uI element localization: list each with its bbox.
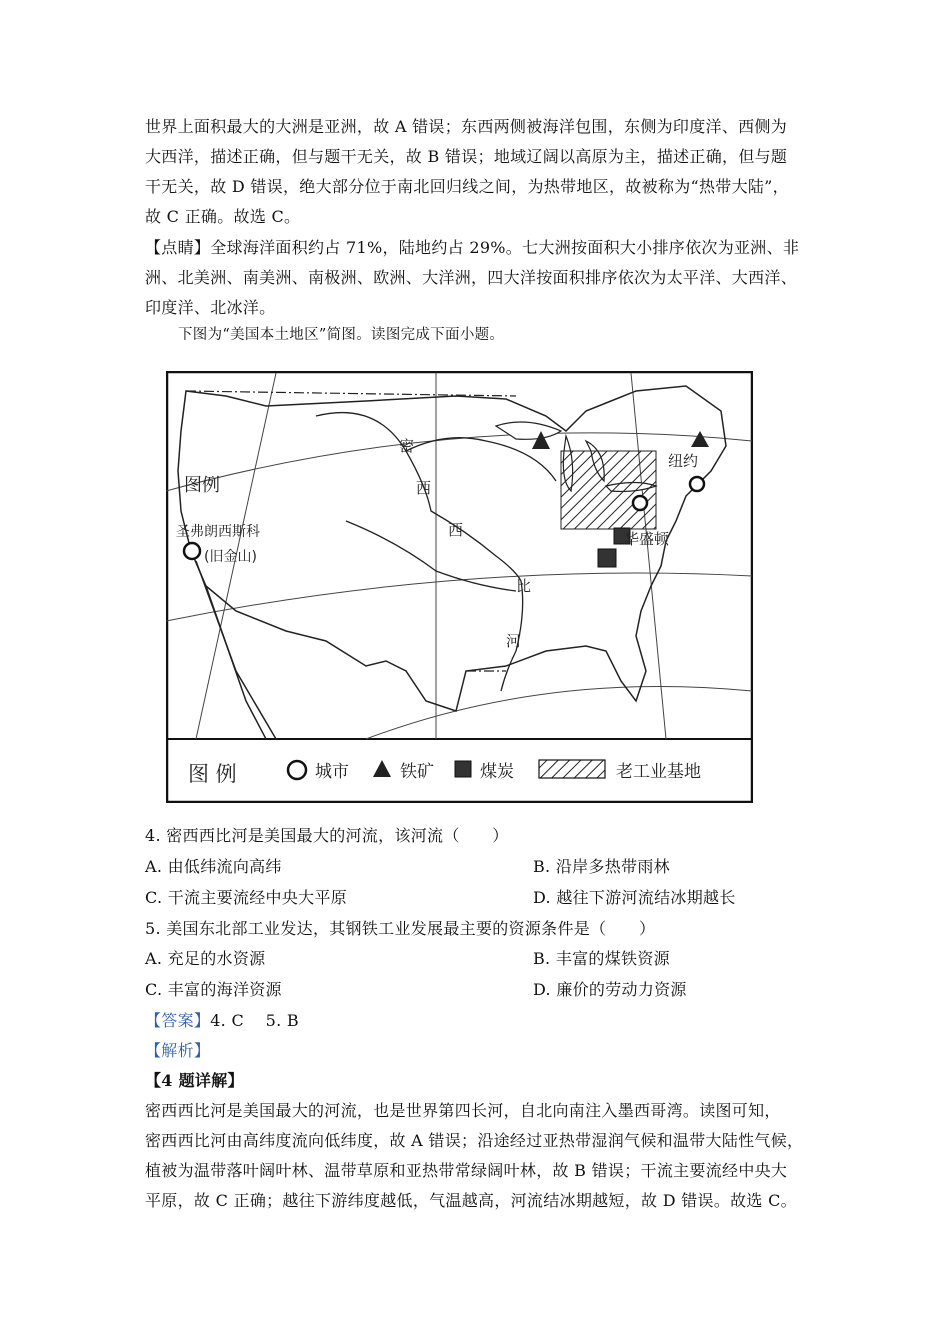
q5-stem: 5. 美国东北部工业发达，其钢铁工业发展最主要的资源条件是（ ）: [145, 919, 656, 938]
legend-old-industry-label: 老工业基地: [616, 762, 701, 782]
city-marker-dc: [633, 496, 647, 510]
legend-coal-icon: [455, 761, 471, 777]
q4-detail-line-3: 植被为温带落叶阔叶林、温带草原和亚热带常绿阔叶林，故 B 错误；干流主要流经中央大: [145, 1161, 788, 1180]
river-label-char: 密: [399, 437, 415, 455]
old-industrial-base: [561, 451, 656, 529]
river-label-char: 河: [506, 632, 522, 650]
answer-label: 【答案】: [145, 1011, 211, 1030]
city-label-sf: 圣弗朗西斯科: [176, 524, 260, 540]
us-map-figure: [166, 371, 753, 803]
legend-title: 图 例: [188, 762, 237, 786]
explanation-line-3: 干无关，故 D 错误，绝大部分位于南北回归线之间，为热带地区，故被称为“热带大陆”，: [145, 177, 789, 196]
dianjing-line-2: 洲、北美洲、南美洲、南极洲、欧洲、大洋洲，四大洋按面积排序依次为太平洋、大西洋、: [145, 268, 798, 287]
q4-detail-line-4: 平原，故 C 正确；越往下游纬度越低，气温越高，河流结冰期越短，故 D 错误。故选 C。: [145, 1191, 797, 1210]
q4-option-d: D. 越往下游河流结冰期越长: [533, 888, 736, 907]
map-intro: 下图为“美国本土地区”简图。读图完成下面小题。: [178, 327, 505, 343]
explanation-line-1: 世界上面积最大的大洲是亚洲，故 A 错误；东西两侧被海洋包围，东侧为印度洋、西侧为: [145, 117, 788, 136]
legend-city-label: 城市: [315, 762, 349, 782]
city-marker-sf: [184, 543, 200, 559]
q4-detail-line-1: 密西西比河是美国最大的河流，也是世界第四长河，自北向南注入墨西哥湾。读图可知，: [145, 1101, 781, 1120]
q5-option-c: C. 丰富的海洋资源: [145, 980, 282, 999]
q4-stem: 4. 密西西比河是美国最大的河流，该河流（ ）: [145, 826, 509, 845]
q4-detail-line-2: 密西西比河由高纬度流向低纬度，故 A 错误；沿途经过亚热带湿润气候和温带大陆性气候，: [145, 1131, 804, 1150]
answer-line: [145, 1011, 299, 1031]
q5-option-b: B. 丰富的煤铁资源: [533, 949, 670, 968]
city-marker-ny: [690, 477, 704, 491]
inner-legend-title: 图例: [184, 475, 220, 496]
explanation-line-2: 大西洋，描述正确，但与题干无关，故 B 错误；地域辽阔以高原为主，描述正确，但与题: [145, 147, 788, 166]
map-frame: [167, 372, 752, 802]
legend-old-industry-icon: [539, 760, 605, 778]
q5-option-d: D. 廉价的劳动力资源: [533, 980, 687, 999]
q4-option-b: B. 沿岸多热带雨林: [533, 857, 670, 876]
dianjing-line-3: 印度洋、北冰洋。: [145, 298, 276, 317]
river-label-char: 西: [416, 479, 432, 497]
legend-iron-label: 铁矿: [400, 762, 434, 782]
q4-detail-label: 【4 题详解】: [145, 1071, 244, 1090]
legend-city-icon: [288, 761, 306, 779]
river-label-char: 比: [516, 577, 532, 595]
us-map-svg: [166, 371, 753, 803]
city-label-sf-alt: (旧金山): [204, 549, 257, 565]
dianjing-line-1: 【点睛】全球海洋面积约占 71%，陆地约占 29%。七大洲按面积大小排序依次为亚洲、非: [145, 238, 800, 257]
analysis-label: 【解析】: [145, 1041, 211, 1060]
answer-text: 4. C 5. B: [210, 1011, 299, 1030]
explanation-line-4: 故 C 正确。故选 C。: [145, 207, 301, 226]
q4-option-c: C. 干流主要流经中央大平原: [145, 888, 348, 907]
q5-option-a: A. 充足的水资源: [145, 949, 266, 968]
coal-marker: [598, 549, 616, 567]
q4-option-a: A. 由低纬流向高纬: [145, 857, 282, 876]
river-label-char: 西: [448, 521, 464, 539]
city-label-ny: 纽约: [668, 452, 699, 470]
legend-coal-label: 煤炭: [480, 762, 514, 782]
city-label-dc: 华盛顿: [624, 530, 670, 548]
